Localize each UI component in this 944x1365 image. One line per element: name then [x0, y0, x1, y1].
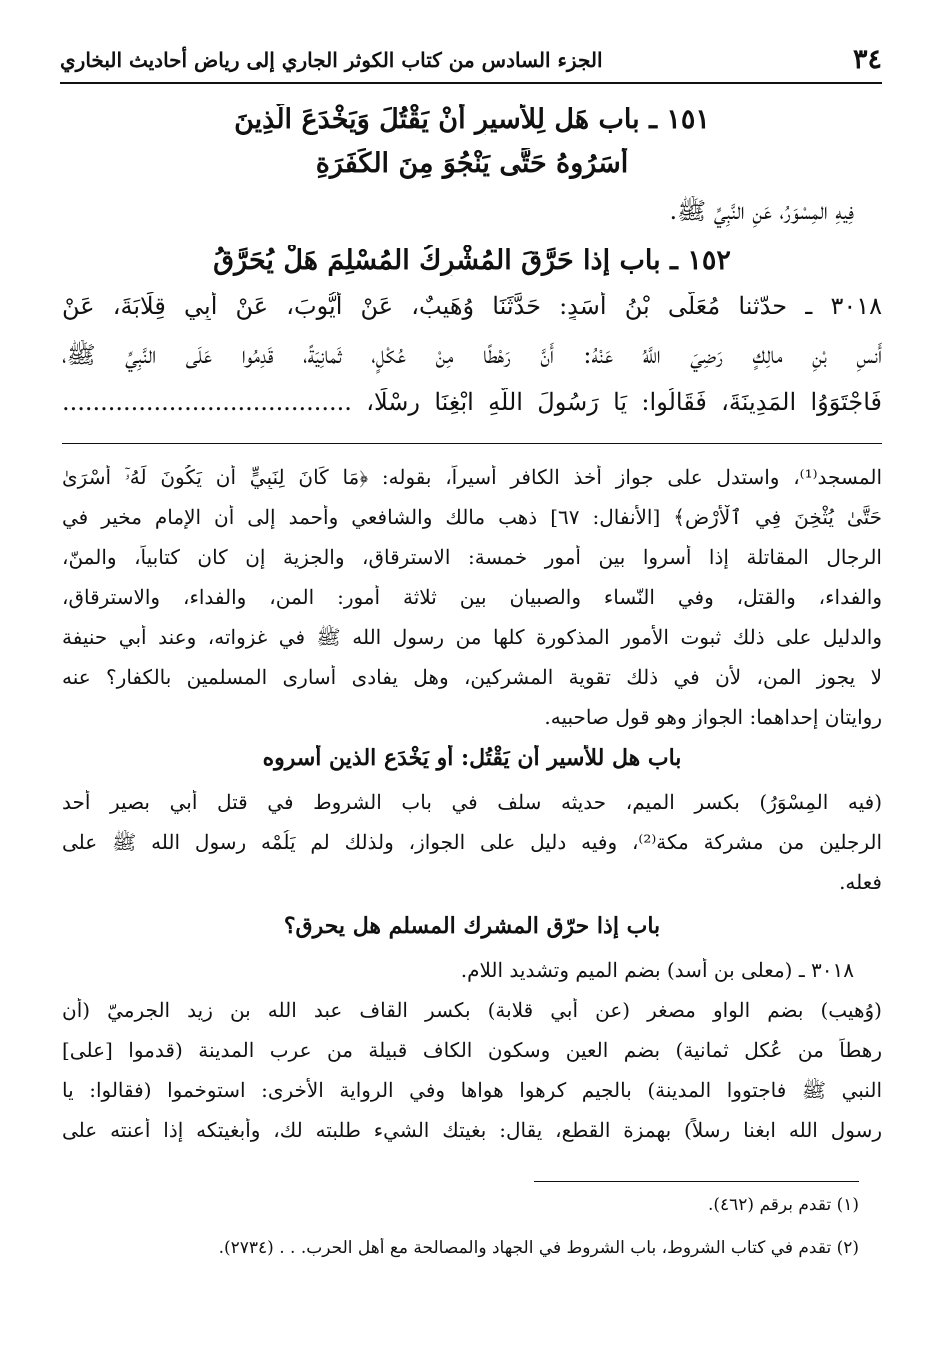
running-title: الجزء السادس من كتاب الكوثر الجاري إلى رياض أحاديث البخاري [60, 48, 603, 72]
commentary-para4-line-2: رهطاً من عُكل ثمانية) بضم العين وسكون الكاف قبيلة من عرب المدينة (قدموا [على] [62, 1038, 882, 1062]
chapter-151-note: فِيهِ المِسْوَرُ، عَنِ النَّبِيِّ ﷺ. [669, 197, 854, 225]
chapter-151-title-line-2: أَسَرُوهُ حَتَّى يَنْجُوَ مِنَ الكَفَرَةِ [315, 148, 629, 179]
commentary-para1-line-5: والدليل على ذلك ثبوت الأمور المذكورة كلها من رسول الله ﷺ في غزواته، وعند أبي حنيفة [62, 625, 882, 649]
commentary-para1-line-2: حَتَّىٰ يُثْخِنَ فِي ٱلْأَرْضِ﴾ [الأنفال: ٦٧] ذهب مالك والشافعي وأحمد إلى أن الإمام مخير في [62, 505, 882, 529]
commentary-para1-line-1: المسجد⁽¹⁾، واستدل على جواز أخذ الكافر أسيراً، بقوله: ﴿مَا كَانَ لِنَبِيٍّ أَن يَكُونَ لَهُۥٓ أَسْرَىٰ [62, 465, 882, 489]
chapter-152-title: ١٥٢ ـ باب إِذا حَرَّقَ المُشْرِكُ المُسْلِمَ هَلْ يُحَرَّقُ [213, 245, 731, 276]
matn-commentary-divider [62, 443, 882, 444]
footnote-2: (٢) تقدم في كتاب الشروط، باب الشروط في الجهاد والمصالحة مع أهل الحرب. . . (٢٧٣٤). [218, 1238, 859, 1258]
hadith-3018-line-2: أَنسِ بْنِ مالِكٍ رَضِيَ اللَّهُ عَنْهُ: أَنَّ رَهْطًا مِنْ عُكْلٍ، ثَمانِيَةً، قَدِمُوا عَلَى النَّبِيِّ ﷺ، [62, 341, 882, 369]
hadith-3018-line-1: ٣٠١٨ ـ حدّثنا مُعَلَّى بْنُ أَسَدٍ: حَدَّثَنَا وُهَيبٌ، عَنْ أَيُّوبَ، عَنْ أَبِي قِلَابَةَ، عَنْ [62, 292, 882, 320]
commentary-para4-line-3: النبي ﷺ فاجتووا المدينة) بالجيم كرهوا هواها وفي الرواية الأخرى: استوخموا (فقالوا: يا [62, 1078, 882, 1102]
commentary-para2-line-3: فعله. [839, 870, 882, 894]
hadith-3018-line-3: فَاجْتَوَوُا المَدِينَةَ، فَقَالُوا: يَا رَسُولَ اللَّهِ ابْغِنَا رِسْلًا، ...................................... [62, 388, 882, 416]
footnote-divider [534, 1181, 859, 1182]
commentary-para2-line-1: (فيه المِسْوَرُ) بكسر الميم، حديثه سلف في باب الشروط في قتل أبي بصير أحد [62, 790, 882, 814]
commentary-para4-line-1: (وُهيب) بضم الواو مصغر (عن أبي قلابة) بكسر القاف عبد الله بن زيد الجرميّ (أن [62, 998, 882, 1022]
footnote-1: (١) تقدم برقم (٤٦٢). [707, 1195, 859, 1215]
commentary-para4-line-4: رسول الله ابغنا رسلاً) بهمزة القطع، يقال: بغيتك الشيء طلبته لك، وأبغيتكه إذا أعنته على [62, 1118, 882, 1142]
chapter-151-title-line-1: ١٥١ ـ باب هَل لِلأَسيرِ أَنْ يَقْتُلَ وَيَخْدَعَ الَّذِينَ [234, 104, 710, 135]
page-header [60, 42, 882, 84]
commentary-para1-line-4: والفداء، والقتل، وفي النّساء والصبيان بين ثلاثة أمور: المن، والفداء، والاسترقاق، [62, 585, 882, 609]
commentary-para1-line-6: لا يجوز المن، لأن في ذلك تقوية المشركين، وهل يفادى أسارى المسلمين بالكفار؟ عنه [62, 665, 882, 689]
page-number: ٣٤ [852, 44, 882, 75]
commentary-para2-line-2: الرجلين من مشركة مكة⁽²⁾، وفيه دليل على الجواز، ولذلك لم يَلُمْه رسول الله ﷺ على [62, 830, 882, 854]
commentary-heading-151: باب هل للأسير أن يَقْتُل: أو يَخْدَع الذين أسروه [262, 745, 682, 771]
commentary-para3: ٣٠١٨ ـ (معلى بن أسد) بضم الميم وتشديد اللام. [460, 958, 854, 982]
commentary-para1-line-7: روايتان إحداهما: الجواز وهو قول صاحبيه. [544, 705, 882, 729]
commentary-heading-152: باب إذا حرّق المشرك المسلم هل يحرق؟ [283, 913, 661, 939]
commentary-para1-line-3: الرجال المقاتلة إذا أسروا بين أمور خمسة: الاسترقاق، والجزية إن كان كتابياً، والمنّ، [62, 545, 882, 569]
